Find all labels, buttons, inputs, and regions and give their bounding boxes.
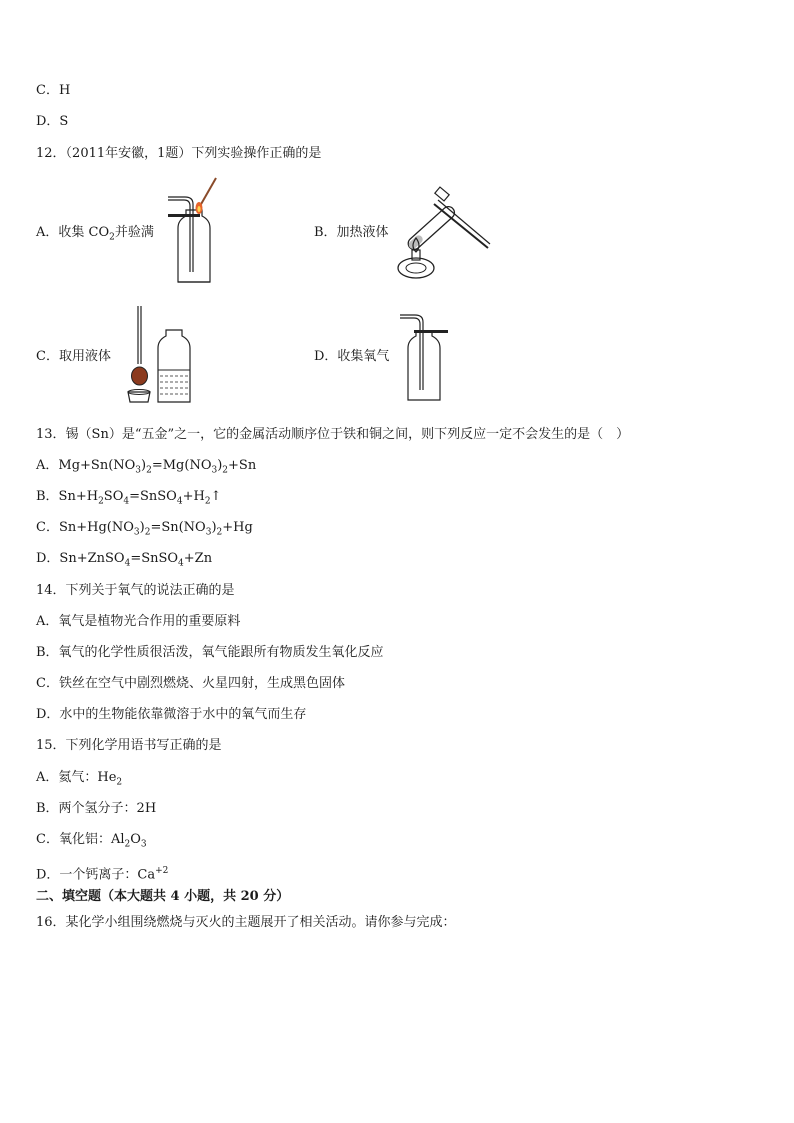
section-heading: 二、填空题（本大题共 4 小题，共 20 分）: [36, 889, 290, 904]
figure-collect-oxygen: [394, 312, 450, 404]
question-16-stem: 16．某化学小组围绕燃烧与灭火的主题展开了相关活动。请你参与完成：: [36, 915, 456, 930]
q12-option-c-label: C．取用液体: [36, 349, 111, 364]
option-d: D．S: [36, 114, 69, 129]
q15-option-d: D．一个钙离子：$Ca^{+2}$: [36, 866, 169, 883]
q13-option-a: A．$Mg+Sn(NO_3)_2=Mg(NO_3)_2+Sn$: [36, 458, 257, 476]
figure-take-liquid: [122, 304, 198, 408]
question-15-stem: 15．下列化学用语书写正确的是: [36, 738, 222, 753]
q12-option-b-label: B．加热液体: [314, 225, 389, 240]
question-13-stem: 13．锡（Sn）是“五金”之一，它的金属活动顺序位于铁和铜之间，则下列反应一定不会发生的是（ ）: [36, 427, 630, 442]
q14-option-c: C．铁丝在空气中剧烈燃烧、火星四射，生成黑色固体: [36, 676, 345, 691]
q15-option-b: B．两个氢分子：2H: [36, 801, 157, 816]
q13-option-c: C．$Sn+Hg(NO_3)_2=Sn(NO_3)_2+Hg$: [36, 520, 253, 538]
figure-collect-co2: [164, 176, 224, 286]
q14-option-b: B．氧气的化学性质很活泼，氧气能跟所有物质发生氧化反应: [36, 645, 384, 660]
q13-option-b: B．$Sn+H_2SO_4=SnSO_4+H_2↑$: [36, 489, 222, 507]
q12-option-a-label: A．收集 $CO_2$并验满: [36, 225, 154, 243]
q15-option-a: A．氦气：$He_2$: [36, 770, 123, 788]
q14-option-a: A．氧气是植物光合作用的重要原料: [36, 614, 241, 629]
question-12-stem: 12．（2011年安徽，1题）下列实验操作正确的是: [36, 146, 322, 161]
q12-option-d-label: D．收集氧气: [314, 349, 390, 364]
q14-option-d: D．水中的生物能依靠微溶于水中的氧气而生存: [36, 707, 307, 722]
option-c: C．H: [36, 83, 71, 98]
q13-option-d: D．Sn+ZnSO$_4$=SnSO$_4$+Zn: [36, 551, 213, 569]
q15-option-c: C．氧化铝：$Al_2O_3$: [36, 832, 147, 850]
figure-heat-liquid: [390, 180, 494, 282]
question-14-stem: 14．下列关于氧气的说法正确的是: [36, 583, 235, 598]
